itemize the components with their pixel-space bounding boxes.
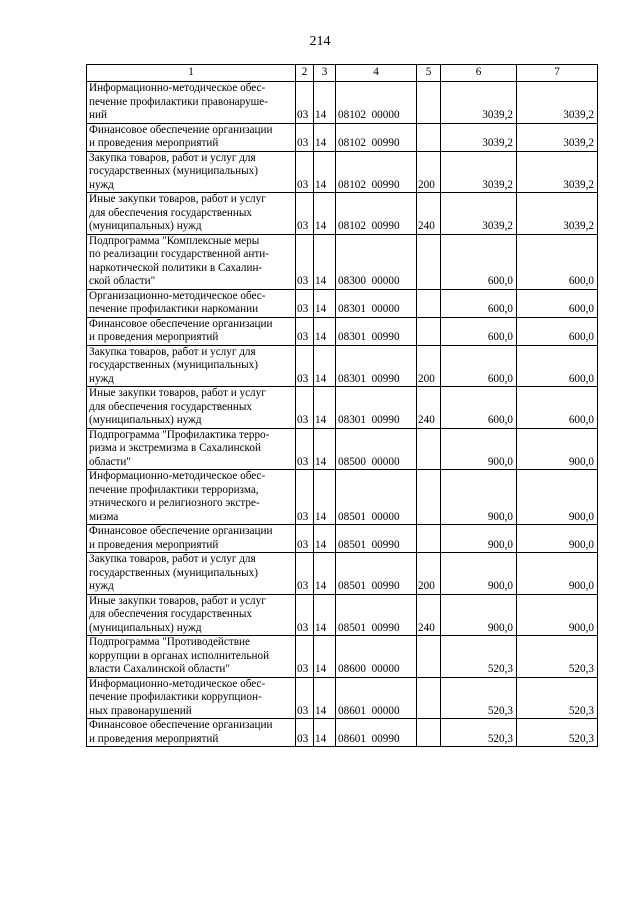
table-row bbox=[87, 151, 598, 193]
expense-type-cell: 240 bbox=[417, 387, 441, 429]
header-col-7: 7 bbox=[517, 65, 598, 82]
target-article-cell: 08301 00990 bbox=[336, 387, 417, 429]
table-row bbox=[87, 387, 598, 429]
row-name-cell: Закупка товаров, работ и услуг для государственных (муниципальных) нужд bbox=[87, 345, 296, 387]
amount-col-7-cell: 3039,2 bbox=[517, 193, 598, 235]
section-code-cell: 03 bbox=[296, 289, 314, 317]
amount-col-6-cell: 3039,2 bbox=[441, 82, 517, 124]
table-body bbox=[87, 82, 598, 747]
row-name-cell: Информационно-методическое обес- печение профилактики терроризма, этнического и религиозного экстре- мизма bbox=[87, 470, 296, 525]
target-article-cell: 08102 00990 bbox=[336, 123, 417, 151]
target-article-cell: 08501 00000 bbox=[336, 470, 417, 525]
amount-col-6-cell: 900,0 bbox=[441, 470, 517, 525]
amount-col-7-cell: 520,3 bbox=[517, 677, 598, 719]
expense-type-cell: 240 bbox=[417, 594, 441, 636]
row-name-cell: Информационно-методическое обес- печение профилактики правонаруше- ний bbox=[87, 82, 296, 124]
table-row bbox=[87, 234, 598, 289]
expense-type-cell bbox=[417, 525, 441, 553]
amount-col-6-cell: 3039,2 bbox=[441, 123, 517, 151]
row-name-cell: Финансовое обеспечение организации и проведения мероприятий bbox=[87, 123, 296, 151]
target-article-cell: 08102 00000 bbox=[336, 82, 417, 124]
subsection-code-cell: 14 bbox=[314, 677, 336, 719]
expense-type-cell bbox=[417, 123, 441, 151]
section-code-cell: 03 bbox=[296, 234, 314, 289]
expense-type-cell bbox=[417, 289, 441, 317]
amount-col-6-cell: 900,0 bbox=[441, 594, 517, 636]
amount-col-7-cell: 600,0 bbox=[517, 387, 598, 429]
amount-col-7-cell: 600,0 bbox=[517, 234, 598, 289]
section-code-cell: 03 bbox=[296, 594, 314, 636]
amount-col-6-cell: 600,0 bbox=[441, 317, 517, 345]
row-name-cell: Иные закупки товаров, работ и услуг для обеспечения государственных (муниципальных) нужд bbox=[87, 387, 296, 429]
expense-type-cell bbox=[417, 636, 441, 678]
expense-type-cell bbox=[417, 719, 441, 747]
table-row bbox=[87, 123, 598, 151]
table-row bbox=[87, 525, 598, 553]
subsection-code-cell: 14 bbox=[314, 428, 336, 470]
amount-col-6-cell: 600,0 bbox=[441, 387, 517, 429]
amount-col-6-cell: 600,0 bbox=[441, 234, 517, 289]
amount-col-7-cell: 3039,2 bbox=[517, 151, 598, 193]
expense-type-cell bbox=[417, 470, 441, 525]
section-code-cell: 03 bbox=[296, 636, 314, 678]
expense-type-cell bbox=[417, 317, 441, 345]
section-code-cell: 03 bbox=[296, 82, 314, 124]
section-code-cell: 03 bbox=[296, 345, 314, 387]
expense-type-cell: 200 bbox=[417, 151, 441, 193]
subsection-code-cell: 14 bbox=[314, 387, 336, 429]
table-row bbox=[87, 636, 598, 678]
row-name-cell: Организационно-методическое обес- печение профилактики наркомании bbox=[87, 289, 296, 317]
amount-col-6-cell: 600,0 bbox=[441, 289, 517, 317]
expense-type-cell bbox=[417, 82, 441, 124]
target-article-cell: 08501 00990 bbox=[336, 553, 417, 595]
section-code-cell: 03 bbox=[296, 428, 314, 470]
row-name-cell: Финансовое обеспечение организации и проведения мероприятий bbox=[87, 525, 296, 553]
amount-col-7-cell: 600,0 bbox=[517, 345, 598, 387]
target-article-cell: 08301 00990 bbox=[336, 345, 417, 387]
expense-type-cell bbox=[417, 428, 441, 470]
subsection-code-cell: 14 bbox=[314, 719, 336, 747]
expense-type-cell: 200 bbox=[417, 345, 441, 387]
row-name-cell: Иные закупки товаров, работ и услуг для обеспечения государственных (муниципальных) нужд bbox=[87, 193, 296, 235]
amount-col-7-cell: 900,0 bbox=[517, 428, 598, 470]
expense-type-cell: 240 bbox=[417, 193, 441, 235]
target-article-cell: 08300 00000 bbox=[336, 234, 417, 289]
header-col-1: 1 bbox=[87, 65, 296, 82]
amount-col-7-cell: 520,3 bbox=[517, 719, 598, 747]
header-col-3: 3 bbox=[314, 65, 336, 82]
target-article-cell: 08501 00990 bbox=[336, 594, 417, 636]
header-col-5: 5 bbox=[417, 65, 441, 82]
target-article-cell: 08600 00000 bbox=[336, 636, 417, 678]
header-col-4: 4 bbox=[336, 65, 417, 82]
section-code-cell: 03 bbox=[296, 193, 314, 235]
target-article-cell: 08500 00000 bbox=[336, 428, 417, 470]
subsection-code-cell: 14 bbox=[314, 82, 336, 124]
amount-col-6-cell: 3039,2 bbox=[441, 193, 517, 235]
target-article-cell: 08601 00000 bbox=[336, 677, 417, 719]
amount-col-7-cell: 900,0 bbox=[517, 470, 598, 525]
target-article-cell: 08301 00990 bbox=[336, 317, 417, 345]
target-article-cell: 08301 00000 bbox=[336, 289, 417, 317]
header-row bbox=[87, 65, 598, 82]
amount-col-6-cell: 900,0 bbox=[441, 525, 517, 553]
target-article-cell: 08102 00990 bbox=[336, 193, 417, 235]
table-row bbox=[87, 317, 598, 345]
table-row bbox=[87, 193, 598, 235]
row-name-cell: Подпрограмма "Противодействие коррупции в органах исполнительной власти Сахалинской области" bbox=[87, 636, 296, 678]
section-code-cell: 03 bbox=[296, 525, 314, 553]
subsection-code-cell: 14 bbox=[314, 234, 336, 289]
section-code-cell: 03 bbox=[296, 677, 314, 719]
target-article-cell: 08601 00990 bbox=[336, 719, 417, 747]
expense-type-cell bbox=[417, 234, 441, 289]
row-name-cell: Подпрограмма "Комплексные меры по реализации государственной анти- наркотической политики в Сахалин- ской области" bbox=[87, 234, 296, 289]
amount-col-6-cell: 900,0 bbox=[441, 428, 517, 470]
table-row bbox=[87, 428, 598, 470]
amount-col-6-cell: 520,3 bbox=[441, 719, 517, 747]
amount-col-7-cell: 900,0 bbox=[517, 594, 598, 636]
section-code-cell: 03 bbox=[296, 123, 314, 151]
table-row bbox=[87, 289, 598, 317]
subsection-code-cell: 14 bbox=[314, 553, 336, 595]
header-col-6: 6 bbox=[441, 65, 517, 82]
target-article-cell: 08102 00990 bbox=[336, 151, 417, 193]
amount-col-7-cell: 3039,2 bbox=[517, 82, 598, 124]
row-name-cell: Подпрограмма "Профилактика терро- ризма и экстремизма в Сахалинской области" bbox=[87, 428, 296, 470]
expense-type-cell: 200 bbox=[417, 553, 441, 595]
amount-col-7-cell: 600,0 bbox=[517, 317, 598, 345]
expense-type-cell bbox=[417, 677, 441, 719]
amount-col-6-cell: 3039,2 bbox=[441, 151, 517, 193]
subsection-code-cell: 14 bbox=[314, 594, 336, 636]
amount-col-7-cell: 900,0 bbox=[517, 525, 598, 553]
subsection-code-cell: 14 bbox=[314, 317, 336, 345]
amount-col-6-cell: 520,3 bbox=[441, 636, 517, 678]
table-row bbox=[87, 470, 598, 525]
amount-col-7-cell: 3039,2 bbox=[517, 123, 598, 151]
page-number: 214 bbox=[309, 34, 331, 49]
amount-col-7-cell: 900,0 bbox=[517, 553, 598, 595]
row-name-cell: Финансовое обеспечение организации и проведения мероприятий bbox=[87, 317, 296, 345]
subsection-code-cell: 14 bbox=[314, 636, 336, 678]
amount-col-6-cell: 900,0 bbox=[441, 553, 517, 595]
table-row bbox=[87, 82, 598, 124]
subsection-code-cell: 14 bbox=[314, 525, 336, 553]
section-code-cell: 03 bbox=[296, 719, 314, 747]
row-name-cell: Финансовое обеспечение организации и проведения мероприятий bbox=[87, 719, 296, 747]
table-row bbox=[87, 594, 598, 636]
table-row bbox=[87, 553, 598, 595]
subsection-code-cell: 14 bbox=[314, 289, 336, 317]
section-code-cell: 03 bbox=[296, 151, 314, 193]
amount-col-6-cell: 520,3 bbox=[441, 677, 517, 719]
table-row bbox=[87, 677, 598, 719]
amount-col-7-cell: 600,0 bbox=[517, 289, 598, 317]
section-code-cell: 03 bbox=[296, 387, 314, 429]
amount-col-7-cell: 520,3 bbox=[517, 636, 598, 678]
subsection-code-cell: 14 bbox=[314, 193, 336, 235]
row-name-cell: Иные закупки товаров, работ и услуг для обеспечения государственных (муниципальных) нужд bbox=[87, 594, 296, 636]
subsection-code-cell: 14 bbox=[314, 123, 336, 151]
subsection-code-cell: 14 bbox=[314, 151, 336, 193]
table-row bbox=[87, 345, 598, 387]
section-code-cell: 03 bbox=[296, 553, 314, 595]
header-col-2: 2 bbox=[296, 65, 314, 82]
subsection-code-cell: 14 bbox=[314, 470, 336, 525]
table-row bbox=[87, 719, 598, 747]
amount-col-6-cell: 600,0 bbox=[441, 345, 517, 387]
budget-table bbox=[86, 64, 598, 747]
subsection-code-cell: 14 bbox=[314, 345, 336, 387]
target-article-cell: 08501 00990 bbox=[336, 525, 417, 553]
row-name-cell: Закупка товаров, работ и услуг для государственных (муниципальных) нужд bbox=[87, 553, 296, 595]
row-name-cell: Информационно-методическое обес- печение профилактики коррупцион- ных правонарушений bbox=[87, 677, 296, 719]
section-code-cell: 03 bbox=[296, 317, 314, 345]
section-code-cell: 03 bbox=[296, 470, 314, 525]
row-name-cell: Закупка товаров, работ и услуг для государственных (муниципальных) нужд bbox=[87, 151, 296, 193]
